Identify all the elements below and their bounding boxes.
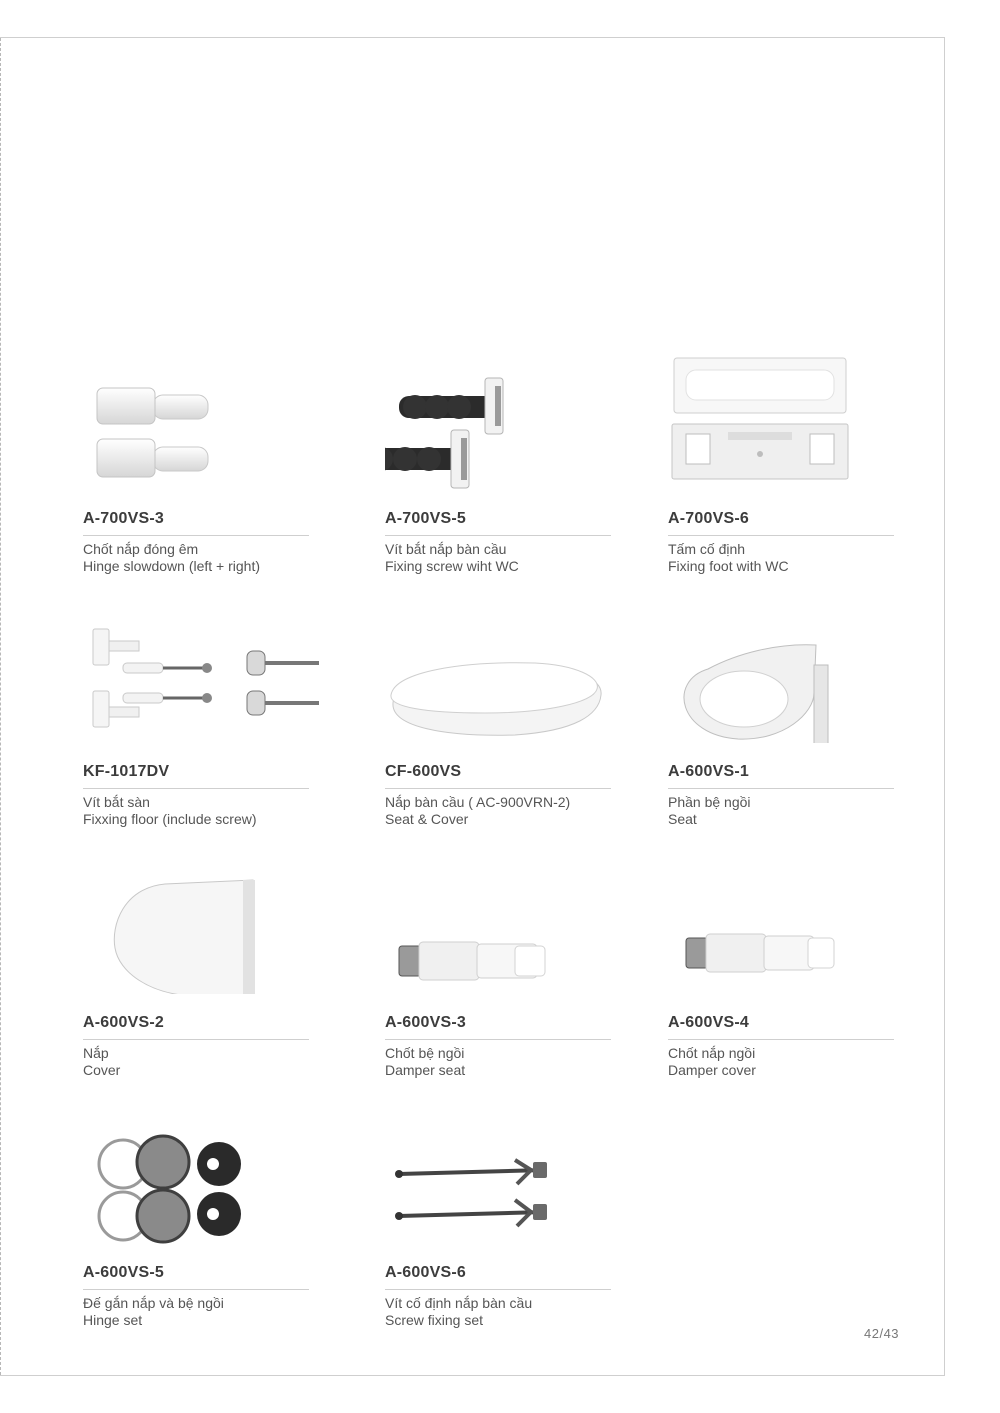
divider xyxy=(83,1289,309,1290)
product-name-en: Seat xyxy=(668,811,697,827)
product-name-en: Screw fixing set xyxy=(385,1312,484,1328)
divider xyxy=(385,788,611,789)
seat-ring-icon xyxy=(668,603,908,743)
product-name-en: Seat & Cover xyxy=(385,811,469,827)
page-number: 42/43 xyxy=(864,1326,900,1341)
product-name-en: Fixxing floor (include screw) xyxy=(83,811,257,827)
seat-cover-icon xyxy=(385,603,625,743)
product-name-en: Hinge slowdown (left + right) xyxy=(83,558,261,574)
cover-lid-icon xyxy=(83,854,323,994)
product-name-vi: Vít bắt sàn xyxy=(83,794,150,810)
divider xyxy=(385,1039,611,1040)
product-name-vi: Nắp bàn cầu ( AC-900VRN-2) xyxy=(385,794,571,810)
divider xyxy=(668,535,894,536)
product-code: A-600VS-1 xyxy=(668,763,749,780)
product-code: CF-600VS xyxy=(385,763,462,780)
product-name-en: Damper seat xyxy=(385,1062,466,1078)
divider xyxy=(668,1039,894,1040)
product-code: A-600VS-4 xyxy=(668,1014,749,1031)
product-name-en: Cover xyxy=(83,1062,121,1078)
product-code: A-700VS-3 xyxy=(83,510,164,527)
product-name-vi: Phần bệ ngồi xyxy=(668,794,751,810)
divider xyxy=(668,788,894,789)
product-code: A-600VS-3 xyxy=(385,1014,466,1031)
product-name-en: Hinge set xyxy=(83,1312,143,1328)
damper-cover-icon xyxy=(668,854,908,994)
product-code: A-600VS-5 xyxy=(83,1264,164,1281)
product-code: A-600VS-2 xyxy=(83,1014,164,1031)
product-name-vi: Chốt bệ ngồi xyxy=(385,1045,465,1061)
product-name-vi: Chốt nắp đóng êm xyxy=(83,541,199,557)
fixing-plate-icon xyxy=(668,350,908,490)
product-name-vi: Chốt nắp ngồi xyxy=(668,1045,756,1061)
product-code: A-600VS-6 xyxy=(385,1264,466,1281)
product-name-vi: Tấm cố định xyxy=(668,541,746,557)
product-name-vi: Vít bắt nắp bàn cầu xyxy=(385,541,507,557)
divider xyxy=(385,535,611,536)
divider xyxy=(385,1289,611,1290)
screw-fixing-set-icon xyxy=(385,1104,625,1244)
fixing-screw-icon xyxy=(385,350,625,490)
product-code: A-700VS-6 xyxy=(668,510,749,527)
divider xyxy=(83,535,309,536)
divider xyxy=(83,788,309,789)
divider xyxy=(83,1039,309,1040)
product-name-vi: Vít cố định nắp bàn cầu xyxy=(385,1295,533,1311)
product-name-en: Damper cover xyxy=(668,1062,756,1078)
hinge-slowdown-icon xyxy=(83,350,323,490)
product-name-vi: Đế gắn nắp và bệ ngồi xyxy=(83,1295,224,1311)
damper-seat-icon xyxy=(385,854,625,994)
product-name-en: Fixing foot with WC xyxy=(668,558,789,574)
product-code: KF-1017DV xyxy=(83,763,170,780)
product-code: A-700VS-5 xyxy=(385,510,466,527)
product-name-vi: Nắp xyxy=(83,1045,109,1061)
floor-screw-set-icon xyxy=(83,603,323,743)
hinge-set-icon xyxy=(83,1104,323,1244)
product-name-en: Fixing screw wiht WC xyxy=(385,558,519,574)
